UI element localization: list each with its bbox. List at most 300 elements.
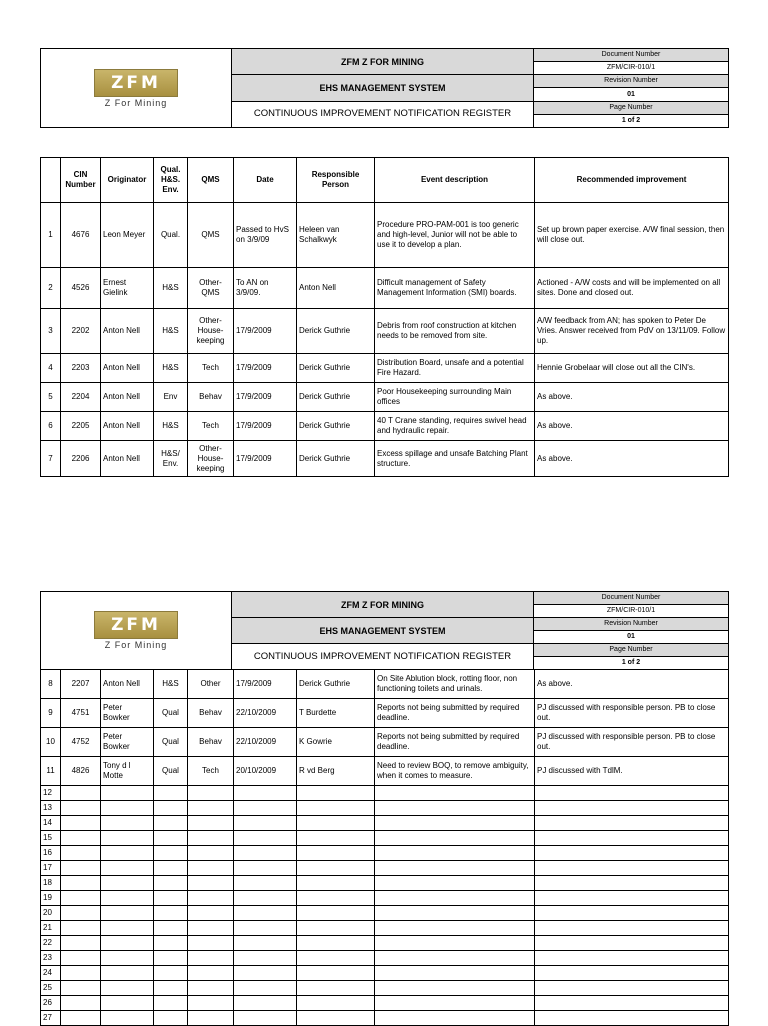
cell-empty [535, 786, 729, 801]
empty-table-row [41, 981, 729, 996]
revision-number: 01 [534, 88, 729, 101]
register-table-page1 [40, 157, 729, 477]
cell-empty [375, 921, 535, 936]
cell-qms: Behav [188, 383, 234, 412]
logo-subtitle: Z For Mining [104, 640, 168, 650]
cell-empty [61, 906, 101, 921]
cell-no: 27 [41, 1011, 61, 1026]
cell-empty [101, 861, 154, 876]
cell-responsible: K Gowrie [297, 728, 375, 757]
cell-empty [297, 906, 375, 921]
cell-empty [188, 861, 234, 876]
cell-empty [188, 921, 234, 936]
cell-empty [297, 981, 375, 996]
cell-empty [535, 921, 729, 936]
cell-cin: 4752 [61, 728, 101, 757]
cell-empty [234, 906, 297, 921]
cell-originator: Anton Nell [101, 412, 154, 441]
cell-empty [535, 996, 729, 1011]
cell-responsible: T Burdette [297, 699, 375, 728]
cell-empty [154, 846, 188, 861]
cell-date: 17/9/2009 [234, 383, 297, 412]
cell-empty [61, 936, 101, 951]
page-number: 1 of 2 [534, 657, 729, 670]
cell-improvement: Actioned - A/W costs and will be implemented on all sites. Done and closed out. [535, 268, 729, 309]
cell-empty [234, 816, 297, 831]
cell-empty [535, 816, 729, 831]
cell-event: Distribution Board, unsafe and a potential Fire Hazard. [375, 354, 535, 383]
cell-empty [61, 891, 101, 906]
empty-table-row [41, 801, 729, 816]
cell-originator: Peter Bowker [101, 699, 154, 728]
cell-qms: Behav [188, 699, 234, 728]
cell-no: 10 [41, 728, 61, 757]
cell-date: 17/9/2009 [234, 441, 297, 477]
cell-no: 26 [41, 996, 61, 1011]
zfm-logo-icon: ZFM [94, 611, 178, 639]
page1-header [40, 48, 729, 128]
cell-empty [234, 1011, 297, 1026]
cell-no: 6 [41, 412, 61, 441]
cell-no: 11 [41, 757, 61, 786]
cell-qms: Other [188, 670, 234, 699]
col-improvement: Recommended improvement [535, 158, 729, 203]
cell-empty [101, 906, 154, 921]
col-qual: Qual. H&S. Env. [154, 158, 188, 203]
cell-event: Difficult management of Safety Management Information (SMI) boards. [375, 268, 535, 309]
cell-empty [61, 831, 101, 846]
cell-empty [234, 921, 297, 936]
cell-no: 7 [41, 441, 61, 477]
cell-cin: 2206 [61, 441, 101, 477]
cell-empty [61, 786, 101, 801]
table-row [41, 268, 729, 309]
cell-empty [188, 801, 234, 816]
cell-qual: Qual. [154, 203, 188, 268]
cell-empty [188, 966, 234, 981]
empty-table-row [41, 966, 729, 981]
cell-empty [101, 816, 154, 831]
cell-empty [535, 861, 729, 876]
system-title: EHS MANAGEMENT SYSTEM [232, 75, 534, 101]
cell-empty [61, 801, 101, 816]
cell-originator: Anton Nell [101, 309, 154, 354]
empty-table-row [41, 1011, 729, 1026]
empty-table-row [41, 831, 729, 846]
cell-empty [61, 951, 101, 966]
logo [41, 49, 232, 128]
cell-empty [154, 876, 188, 891]
cell-empty [101, 876, 154, 891]
cell-qms: Other- QMS [188, 268, 234, 309]
empty-table-row [41, 936, 729, 951]
cell-empty [535, 906, 729, 921]
cell-empty [101, 936, 154, 951]
cell-empty [61, 981, 101, 996]
cell-empty [154, 861, 188, 876]
cell-empty [297, 816, 375, 831]
cell-empty [101, 996, 154, 1011]
cell-cin: 4526 [61, 268, 101, 309]
cell-no: 18 [41, 876, 61, 891]
system-title: EHS MANAGEMENT SYSTEM [232, 618, 534, 644]
table-row [41, 383, 729, 412]
cell-improvement: PJ discussed with responsible person. PB to close out. [535, 699, 729, 728]
cell-empty [234, 786, 297, 801]
cell-empty [61, 816, 101, 831]
cell-date: 22/10/2009 [234, 699, 297, 728]
cell-no: 5 [41, 383, 61, 412]
cell-empty [375, 876, 535, 891]
cell-improvement: As above. [535, 383, 729, 412]
cell-empty [188, 876, 234, 891]
cell-empty [234, 801, 297, 816]
cell-responsible: Derick Guthrie [297, 412, 375, 441]
cell-no: 24 [41, 966, 61, 981]
cell-no: 17 [41, 861, 61, 876]
table-row [41, 699, 729, 728]
cell-empty [535, 981, 729, 996]
cell-event: 40 T Crane standing, requires swivel head and hydraulic repair. [375, 412, 535, 441]
cell-empty [297, 936, 375, 951]
cell-empty [535, 936, 729, 951]
cell-no: 19 [41, 891, 61, 906]
cell-event: Poor Housekeeping surrounding Main offices [375, 383, 535, 412]
cell-date: 20/10/2009 [234, 757, 297, 786]
cell-empty [61, 876, 101, 891]
cell-event: On Site Ablution block, rotting floor, non functioning toilets and urinals. [375, 670, 535, 699]
cell-qms: QMS [188, 203, 234, 268]
cell-empty [535, 891, 729, 906]
cell-empty [375, 891, 535, 906]
cell-no: 9 [41, 699, 61, 728]
cell-date: 17/9/2009 [234, 354, 297, 383]
cell-qual: H&S [154, 309, 188, 354]
cell-empty [61, 966, 101, 981]
cell-empty [154, 816, 188, 831]
cell-empty [375, 966, 535, 981]
col-no [41, 158, 61, 203]
empty-table-row [41, 846, 729, 861]
col-qms: QMS [188, 158, 234, 203]
revision-label: Revision Number [534, 618, 729, 631]
table-row [41, 309, 729, 354]
cell-empty [375, 831, 535, 846]
cell-cin: 4826 [61, 757, 101, 786]
cell-empty [101, 1011, 154, 1026]
cell-empty [234, 966, 297, 981]
cell-no: 12 [41, 786, 61, 801]
cell-empty [154, 801, 188, 816]
cell-empty [154, 786, 188, 801]
cell-cin: 2205 [61, 412, 101, 441]
empty-table-row [41, 996, 729, 1011]
cell-empty [234, 861, 297, 876]
cell-empty [188, 936, 234, 951]
cell-cin: 2202 [61, 309, 101, 354]
cell-date: 17/9/2009 [234, 670, 297, 699]
empty-table-row [41, 786, 729, 801]
table-row [41, 203, 729, 268]
company-title: ZFM Z FOR MINING [232, 49, 534, 75]
cell-empty [297, 876, 375, 891]
cell-cin: 4751 [61, 699, 101, 728]
cell-empty [234, 936, 297, 951]
cell-qms: Behav [188, 728, 234, 757]
cell-empty [535, 801, 729, 816]
cell-empty [234, 996, 297, 1011]
page-number-label: Page Number [534, 101, 729, 114]
cell-originator: Leon Meyer [101, 203, 154, 268]
cell-improvement: As above. [535, 441, 729, 477]
table-row [41, 670, 729, 699]
cell-no: 21 [41, 921, 61, 936]
cell-event: Reports not being submitted by required deadline. [375, 728, 535, 757]
cell-no: 3 [41, 309, 61, 354]
cell-improvement: Set up brown paper exercise. A/W final session, then will close out. [535, 203, 729, 268]
cell-empty [154, 951, 188, 966]
cell-empty [188, 906, 234, 921]
cell-qual: Env [154, 383, 188, 412]
cell-improvement: Hennie Grobelaar will close out all the CIN's. [535, 354, 729, 383]
cell-qual: H&S [154, 268, 188, 309]
cell-empty [61, 846, 101, 861]
cell-originator: Ernest Gielink [101, 268, 154, 309]
cell-event: Debris from roof construction at kitchen needs to be removed from site. [375, 309, 535, 354]
cell-empty [154, 966, 188, 981]
revision-label: Revision Number [534, 75, 729, 88]
cell-empty [297, 1011, 375, 1026]
cell-empty [535, 966, 729, 981]
cell-date: 17/9/2009 [234, 309, 297, 354]
page-number: 1 of 2 [534, 114, 729, 127]
cell-empty [297, 846, 375, 861]
cell-qual: H&S [154, 412, 188, 441]
cell-date: 22/10/2009 [234, 728, 297, 757]
cell-qms: Tech [188, 757, 234, 786]
cell-responsible: Heleen van Schalkwyk [297, 203, 375, 268]
cell-cin: 2203 [61, 354, 101, 383]
cell-empty [234, 831, 297, 846]
cell-empty [535, 951, 729, 966]
cell-originator: Tony d l Motte [101, 757, 154, 786]
revision-number: 01 [534, 631, 729, 644]
cell-empty [535, 876, 729, 891]
cell-empty [101, 846, 154, 861]
register-title: CONTINUOUS IMPROVEMENT NOTIFICATION REGISTER [232, 644, 534, 670]
cell-improvement: PJ discussed with responsible person. PB to close out. [535, 728, 729, 757]
cell-empty [188, 891, 234, 906]
logo-subtitle: Z For Mining [104, 97, 168, 108]
cell-empty [297, 891, 375, 906]
cell-event: Procedure PRO-PAM-001 is too generic and high-level, Junior will not be able to use it to develop a plan. [375, 203, 535, 268]
cell-responsible: Derick Guthrie [297, 670, 375, 699]
cell-responsible: Derick Guthrie [297, 383, 375, 412]
cell-no: 14 [41, 816, 61, 831]
cell-no: 23 [41, 951, 61, 966]
cell-empty [188, 996, 234, 1011]
cell-empty [154, 921, 188, 936]
cell-event: Reports not being submitted by required deadline. [375, 699, 535, 728]
cell-improvement: A/W feedback from AN; has spoken to Peter De Vries. Answer received from PdV on 13/11/09. Follow up. [535, 309, 729, 354]
cell-empty [154, 906, 188, 921]
cell-qual: H&S/ Env. [154, 441, 188, 477]
col-originator: Originator [101, 158, 154, 203]
cell-improvement: As above. [535, 670, 729, 699]
cell-empty [188, 831, 234, 846]
cell-qms: Other- House- keeping [188, 441, 234, 477]
cell-originator: Peter Bowker [101, 728, 154, 757]
cell-originator: Anton Nell [101, 670, 154, 699]
cell-no: 22 [41, 936, 61, 951]
cell-cin: 2204 [61, 383, 101, 412]
empty-table-row [41, 906, 729, 921]
cell-empty [375, 936, 535, 951]
table-row [41, 728, 729, 757]
col-cin: CIN Number [61, 158, 101, 203]
cell-empty [188, 951, 234, 966]
cell-empty [375, 801, 535, 816]
table-row [41, 354, 729, 383]
cell-empty [154, 981, 188, 996]
cell-date: 17/9/2009 [234, 412, 297, 441]
cell-empty [101, 966, 154, 981]
cell-improvement: PJ discussed with TdlM. [535, 757, 729, 786]
cell-cin: 4676 [61, 203, 101, 268]
cell-empty [154, 996, 188, 1011]
col-responsible: Responsible Person [297, 158, 375, 203]
cell-empty [154, 1011, 188, 1026]
cell-qual: Qual [154, 728, 188, 757]
cell-empty [297, 921, 375, 936]
cell-empty [375, 816, 535, 831]
doc-number-label: Document Number [534, 592, 729, 605]
cell-empty [154, 936, 188, 951]
cell-empty [101, 951, 154, 966]
cell-originator: Anton Nell [101, 354, 154, 383]
register-title: CONTINUOUS IMPROVEMENT NOTIFICATION REGISTER [232, 101, 534, 127]
cell-responsible: R vd Berg [297, 757, 375, 786]
cell-empty [101, 981, 154, 996]
cell-empty [297, 996, 375, 1011]
cell-empty [154, 831, 188, 846]
table-row [41, 412, 729, 441]
doc-number: ZFM/CIR-010/1 [534, 62, 729, 75]
cell-responsible: Derick Guthrie [297, 354, 375, 383]
cell-event: Need to review BOQ, to remove ambiguity, when it comes to measure. [375, 757, 535, 786]
cell-cin: 2207 [61, 670, 101, 699]
page-number-label: Page Number [534, 644, 729, 657]
cell-qual: Qual [154, 757, 188, 786]
cell-empty [101, 891, 154, 906]
empty-table-row [41, 951, 729, 966]
cell-empty [101, 801, 154, 816]
empty-table-row [41, 816, 729, 831]
cell-empty [188, 1011, 234, 1026]
cell-event: Excess spillage and unsafe Batching Plant structure. [375, 441, 535, 477]
cell-empty [535, 1011, 729, 1026]
cell-empty [234, 876, 297, 891]
cell-empty [61, 996, 101, 1011]
company-title: ZFM Z FOR MINING [232, 592, 534, 618]
cell-empty [234, 981, 297, 996]
cell-responsible: Anton Nell [297, 268, 375, 309]
logo [41, 592, 232, 670]
cell-empty [101, 831, 154, 846]
cell-empty [535, 846, 729, 861]
register-table-page2 [40, 669, 729, 1026]
cell-responsible: Derick Guthrie [297, 309, 375, 354]
cell-empty [375, 996, 535, 1011]
cell-empty [375, 846, 535, 861]
cell-empty [234, 951, 297, 966]
col-event: Event description [375, 158, 535, 203]
cell-empty [61, 921, 101, 936]
page2-header [40, 591, 729, 670]
cell-empty [101, 786, 154, 801]
cell-empty [297, 801, 375, 816]
cell-improvement: As above. [535, 412, 729, 441]
cell-qual: Qual [154, 699, 188, 728]
cell-empty [375, 1011, 535, 1026]
cell-originator: Anton Nell [101, 441, 154, 477]
cell-empty [101, 921, 154, 936]
cell-empty [61, 861, 101, 876]
doc-number-label: Document Number [534, 49, 729, 62]
cell-empty [297, 786, 375, 801]
cell-empty [297, 831, 375, 846]
empty-table-row [41, 861, 729, 876]
table-row [41, 757, 729, 786]
cell-no: 4 [41, 354, 61, 383]
cell-empty [297, 966, 375, 981]
cell-empty [375, 906, 535, 921]
cell-qms: Tech [188, 354, 234, 383]
cell-no: 15 [41, 831, 61, 846]
cell-empty [188, 846, 234, 861]
cell-qual: H&S [154, 354, 188, 383]
cell-empty [188, 816, 234, 831]
cell-empty [375, 861, 535, 876]
cell-empty [188, 981, 234, 996]
cell-empty [375, 951, 535, 966]
cell-empty [375, 786, 535, 801]
col-date: Date [234, 158, 297, 203]
cell-no: 16 [41, 846, 61, 861]
cell-responsible: Derick Guthrie [297, 441, 375, 477]
cell-qms: Tech [188, 412, 234, 441]
doc-number: ZFM/CIR-010/1 [534, 605, 729, 618]
cell-no: 25 [41, 981, 61, 996]
cell-empty [375, 981, 535, 996]
cell-empty [154, 891, 188, 906]
cell-empty [234, 891, 297, 906]
zfm-logo-icon: ZFM [94, 69, 178, 97]
cell-qms: Other- House- keeping [188, 309, 234, 354]
empty-table-row [41, 891, 729, 906]
cell-no: 1 [41, 203, 61, 268]
cell-no: 13 [41, 801, 61, 816]
table-row [41, 441, 729, 477]
cell-qual: H&S [154, 670, 188, 699]
cell-date: To AN on 3/9/09. [234, 268, 297, 309]
cell-empty [234, 846, 297, 861]
column-header-row [41, 158, 729, 203]
cell-empty [61, 1011, 101, 1026]
cell-empty [297, 951, 375, 966]
cell-no: 8 [41, 670, 61, 699]
cell-empty [188, 786, 234, 801]
